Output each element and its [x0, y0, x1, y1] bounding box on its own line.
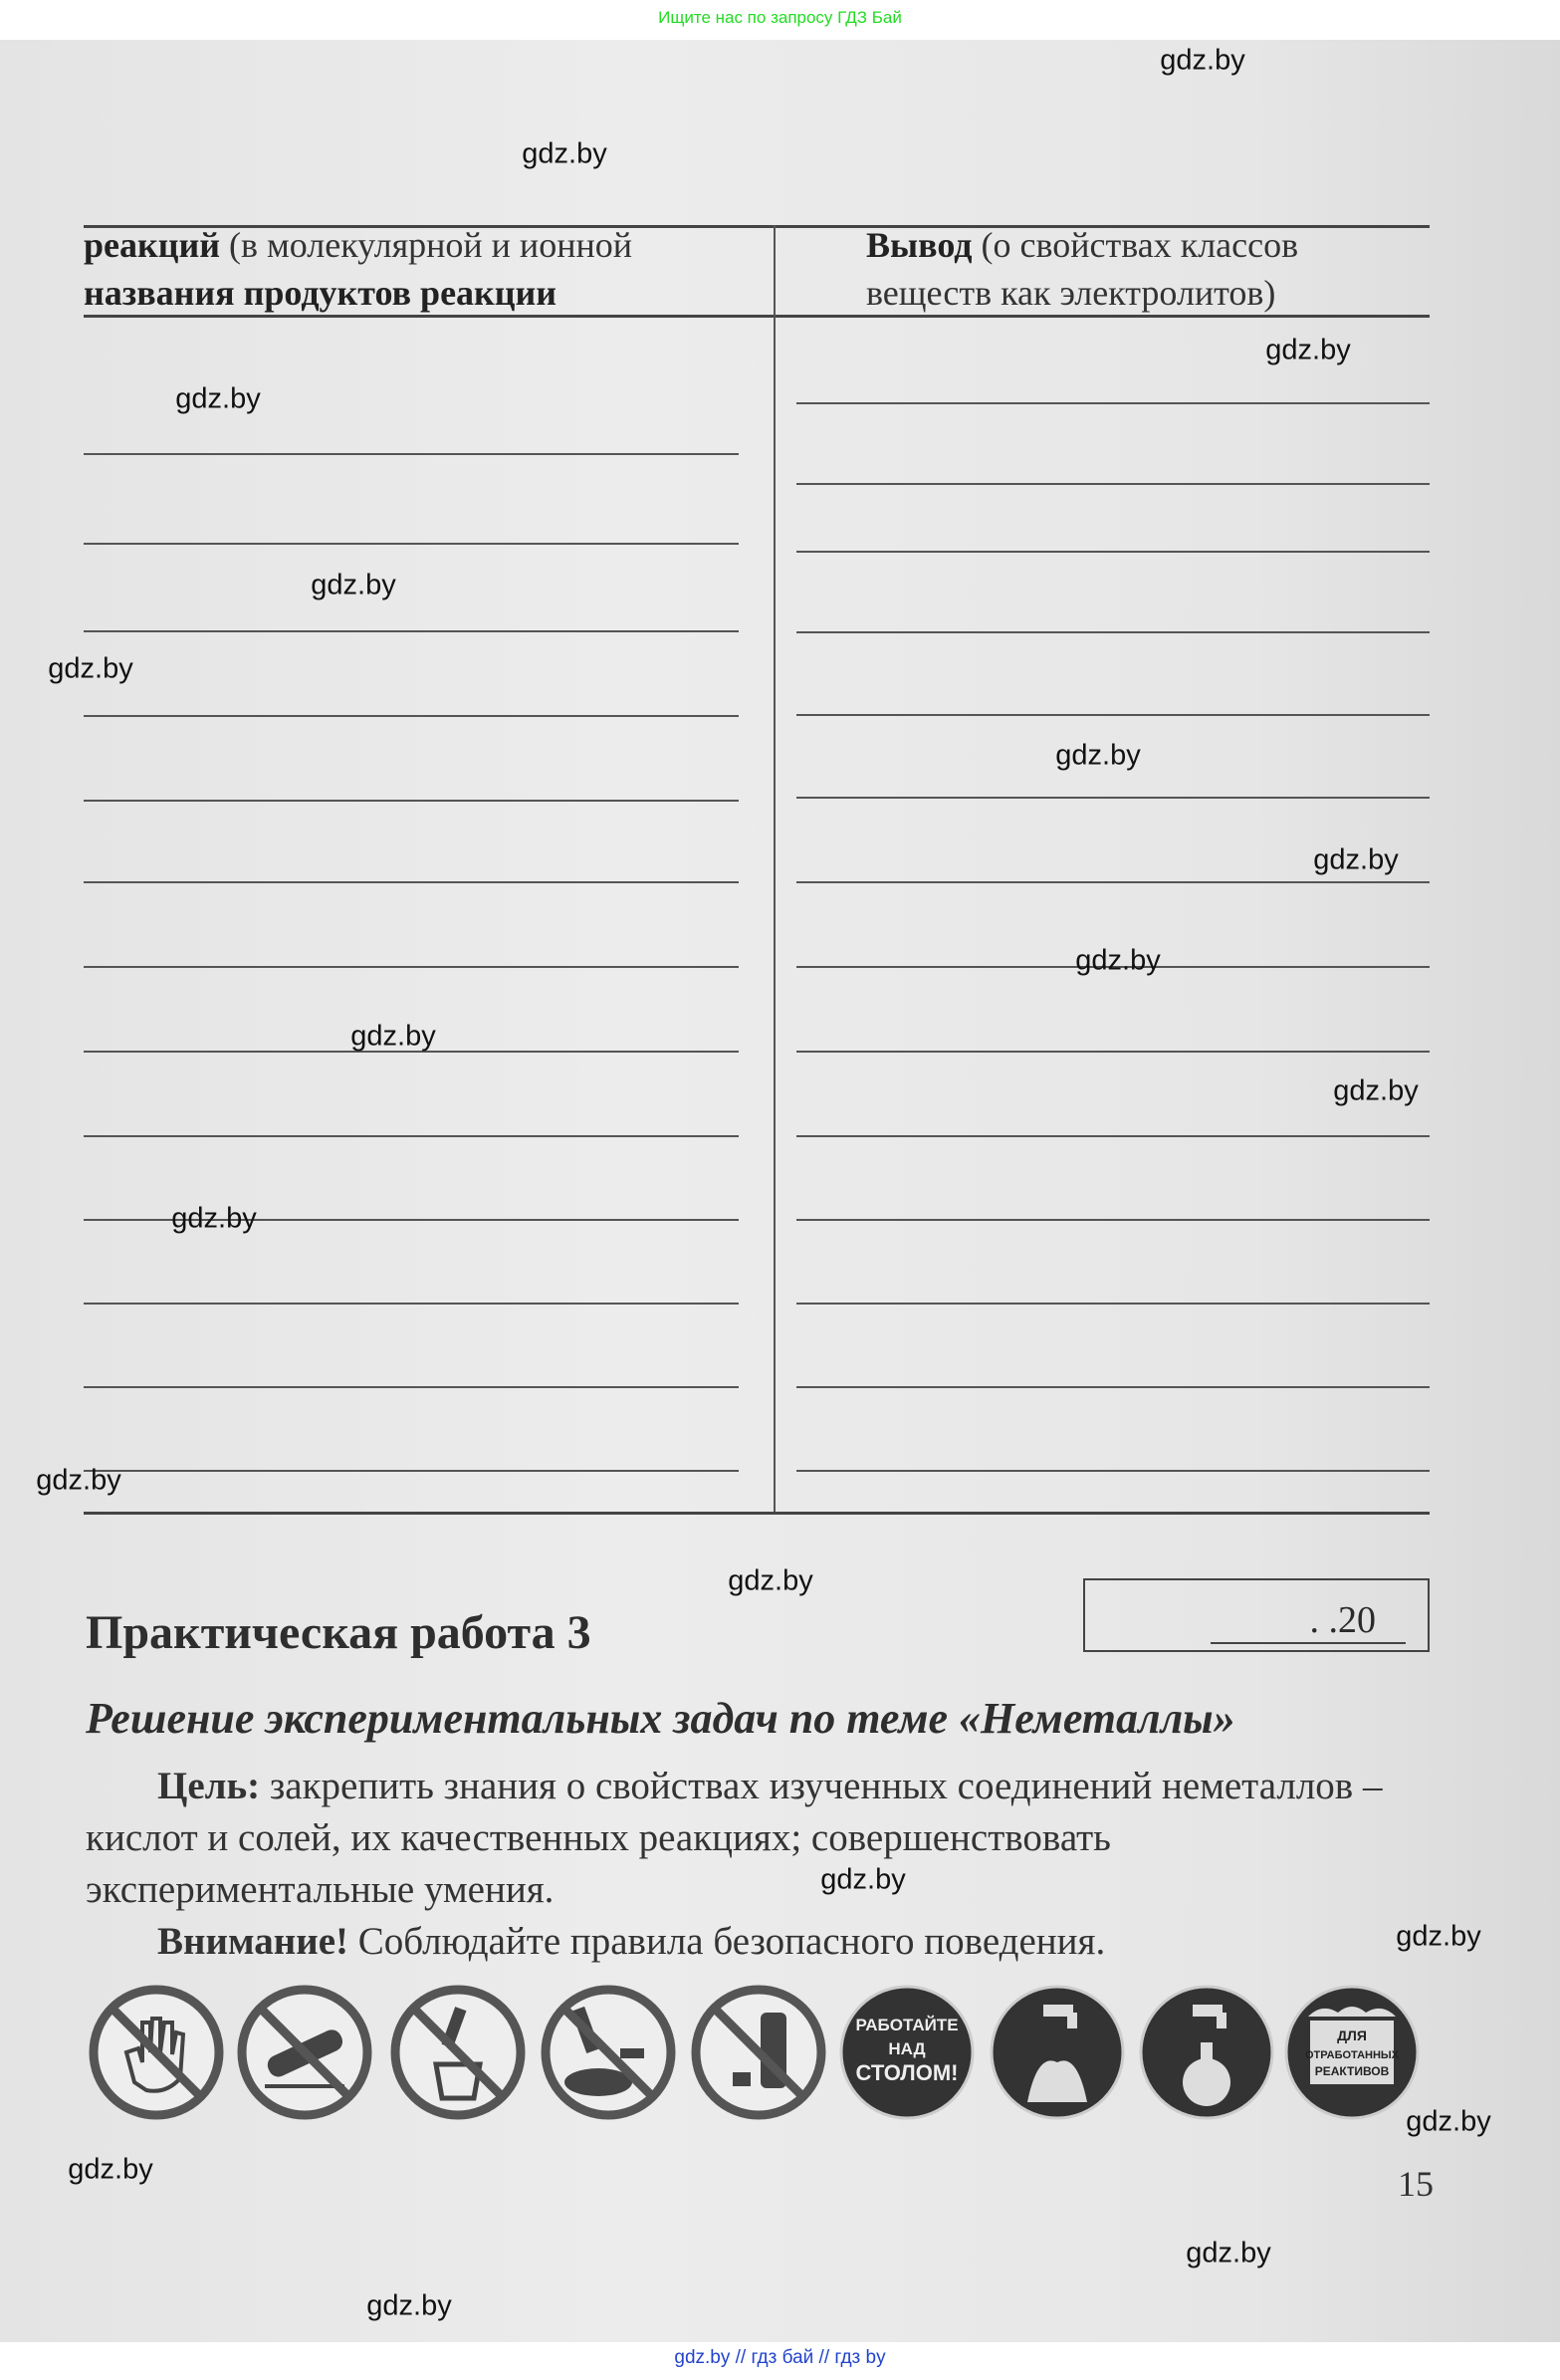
watermark: gdz.by — [1075, 944, 1161, 977]
col2-header — [866, 221, 1298, 317]
svg-text:РЕАКТИВОВ: РЕАКТИВОВ — [1314, 2064, 1390, 2078]
section-title: Практическая работа 3 — [86, 1606, 591, 1659]
watermark: gdz.by — [1160, 44, 1245, 77]
watermark: gdz.by — [311, 569, 396, 601]
watermark: gdz.by — [820, 1863, 906, 1896]
warning-text: Соблюдайте правила безопасного поведения. — [348, 1920, 1106, 1963]
date-field[interactable]: . .20 — [1211, 1598, 1407, 1644]
answer-line[interactable] — [84, 1470, 739, 1472]
no-pour-into-glass-icon — [388, 1983, 528, 2122]
table-column-divider — [774, 225, 776, 1512]
svg-text:СТОЛОМ!: СТОЛОМ! — [855, 2060, 959, 2085]
watermark: gdz.by — [48, 652, 133, 685]
col1-header — [84, 221, 632, 317]
watermark: gdz.by — [36, 1464, 121, 1497]
col2-header-line2: веществ как электролитов) — [866, 273, 1276, 313]
work-over-table-icon — [837, 1983, 977, 2122]
goal-text: закрепить знания о свойствах изученных соединений неметаллов – кислот и солей, их качественных реакциях; совершенствовать экспериментальные умения. — [86, 1765, 1383, 1911]
answer-line[interactable] — [796, 402, 1430, 404]
svg-text:НАД: НАД — [888, 2039, 926, 2058]
watermark: gdz.by — [68, 2153, 153, 2186]
svg-text:РАБОТАЙТЕ: РАБОТАЙТЕ — [855, 2016, 959, 2034]
answer-line[interactable] — [84, 1386, 739, 1388]
col1-header-rest: (в молекулярной и ионной — [219, 225, 632, 265]
section-subtitle: Решение экспериментальных задач по теме «Неметаллы» — [86, 1694, 1235, 1743]
watermark: gdz.by — [1186, 2237, 1271, 2269]
watermark: gdz.by — [522, 137, 607, 170]
col2-header-bold: Вывод — [866, 225, 973, 265]
col2-header-rest: (о свойствах классов — [972, 225, 1299, 265]
footer-links[interactable]: gdz.by // гдз бай // гдз by — [0, 2342, 1560, 2380]
answer-line[interactable] — [796, 483, 1430, 485]
no-touch-icon — [87, 1983, 226, 2122]
answer-line[interactable] — [84, 453, 739, 455]
no-taste-icon — [235, 1983, 374, 2122]
answer-line[interactable] — [796, 797, 1430, 799]
rinse-flask-icon — [1137, 1983, 1276, 2122]
watermark: gdz.by — [1055, 739, 1141, 772]
watermark: gdz.by — [728, 1564, 813, 1597]
answer-line[interactable] — [84, 881, 739, 883]
col1-header-line2: названия продуктов реакции — [84, 273, 557, 313]
watermark: gdz.by — [366, 2289, 452, 2322]
warning-label: Внимание! — [157, 1920, 348, 1963]
svg-text:ОТРАБОТАННЫХ: ОТРАБОТАННЫХ — [1304, 2049, 1400, 2061]
watermark: gdz.by — [1396, 1920, 1481, 1953]
answer-line[interactable] — [84, 715, 739, 717]
answer-line[interactable] — [84, 800, 739, 802]
answer-line[interactable] — [796, 1051, 1430, 1053]
answer-line[interactable] — [796, 631, 1430, 633]
svg-text:ДЛЯ: ДЛЯ — [1337, 2027, 1367, 2043]
answer-line[interactable] — [796, 1470, 1430, 1472]
watermark: gdz.by — [1406, 2105, 1491, 2138]
answer-line[interactable] — [84, 1303, 739, 1305]
no-pour-into-sink-icon — [539, 1983, 678, 2122]
answer-line[interactable] — [84, 1135, 739, 1137]
table-bottom-border — [84, 1512, 1430, 1515]
waste-reagents-icon — [1282, 1983, 1422, 2122]
watermark: gdz.by — [1333, 1074, 1419, 1107]
answer-line[interactable] — [796, 1303, 1430, 1305]
watermark: gdz.by — [171, 1202, 257, 1235]
answer-line[interactable] — [84, 543, 739, 545]
answer-line[interactable] — [84, 966, 739, 968]
answer-line[interactable] — [796, 714, 1430, 716]
no-open-bottle-icon — [689, 1983, 828, 2122]
answer-line[interactable] — [796, 1386, 1430, 1388]
goal-label: Цель: — [157, 1765, 261, 1807]
answer-line[interactable] — [796, 551, 1430, 553]
answer-line[interactable] — [796, 881, 1430, 883]
col1-header-bold: реакций — [84, 225, 220, 265]
goal-paragraph — [86, 1761, 1432, 1916]
watermark: gdz.by — [350, 1020, 436, 1053]
wash-hands-icon — [988, 1983, 1127, 2122]
answer-line[interactable] — [796, 1135, 1430, 1137]
answer-line[interactable] — [84, 630, 739, 632]
warning-paragraph — [86, 1916, 1432, 1968]
watermark: gdz.by — [175, 382, 261, 415]
answer-line[interactable] — [796, 1219, 1430, 1221]
page-number: 15 — [1398, 2164, 1434, 2204]
watermark: gdz.by — [1265, 334, 1351, 366]
date-box[interactable] — [1083, 1578, 1430, 1652]
watermark: gdz.by — [1313, 843, 1399, 876]
top-banner[interactable]: Ищите нас по запросу ГДЗ Бай — [658, 8, 902, 27]
